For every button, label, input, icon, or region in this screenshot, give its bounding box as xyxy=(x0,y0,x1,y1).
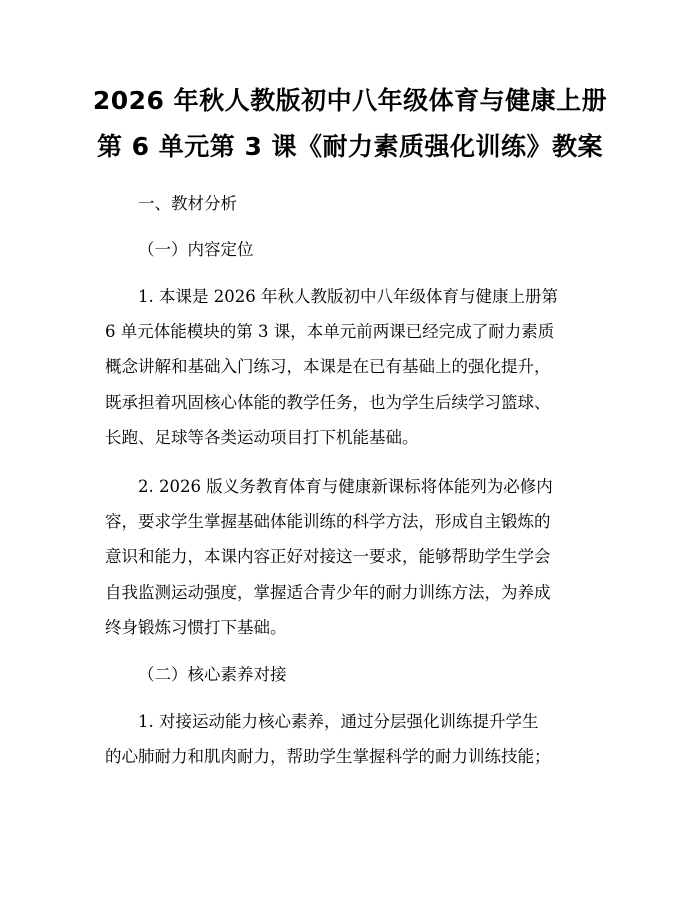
paragraph-line: 意识和能力，本课内容正好对接这一要求，能够帮助学生学会 xyxy=(105,547,551,567)
paragraph-line: 6 单元体能模块的第 3 课，本单元前两课已经完成了耐力素质 xyxy=(105,322,555,342)
document-title-line-2: 第 6 单元第 3 课《耐力素质强化训练》教案 xyxy=(96,132,604,161)
paragraph-line: 终身锻炼习惯打下基础。 xyxy=(105,617,287,637)
paragraph-line: 长跑、足球等各类运动项目打下机能基础。 xyxy=(105,427,419,447)
paragraph-content-positioning-1 xyxy=(105,286,605,449)
paragraph-line: 概念讲解和基础入门练习，本课是在已有基础上的强化提升， xyxy=(105,357,551,377)
paragraph-content-positioning-2 xyxy=(105,476,605,639)
subsection-heading-content-positioning: （一）内容定位 xyxy=(138,240,254,259)
paragraph-core-literacy-1 xyxy=(105,711,605,768)
paragraph-line: 既承担着巩固核心体能的教学任务，也为学生后续学习篮球、 xyxy=(105,392,551,412)
paragraph-line: 1. 对接运动能力核心素养，通过分层强化训练提升学生 xyxy=(138,712,539,731)
paragraph-line: 容，要求学生掌握基础体能训练的科学方法，形成自主锻炼的 xyxy=(105,512,551,532)
paragraph-line: 1. 本课是 2026 年秋人教版初中八年级体育与健康上册第 xyxy=(138,287,558,306)
paragraph-line: 2. 2026 版义务教育体育与健康新课标将体能列为必修内 xyxy=(138,477,553,496)
document-title-line-1: 2026 年秋人教版初中八年级体育与健康上册 xyxy=(92,86,608,115)
subsection-heading-core-literacy: （二）核心素养对接 xyxy=(138,665,287,684)
section-heading-teaching-material-analysis: 一、教材分析 xyxy=(138,194,237,213)
paragraph-line: 自我监测运动强度，掌握适合青少年的耐力训练方法，为养成 xyxy=(105,582,551,602)
paragraph-line: 的心肺耐力和肌肉耐力，帮助学生掌握科学的耐力训练技能； xyxy=(105,747,551,767)
